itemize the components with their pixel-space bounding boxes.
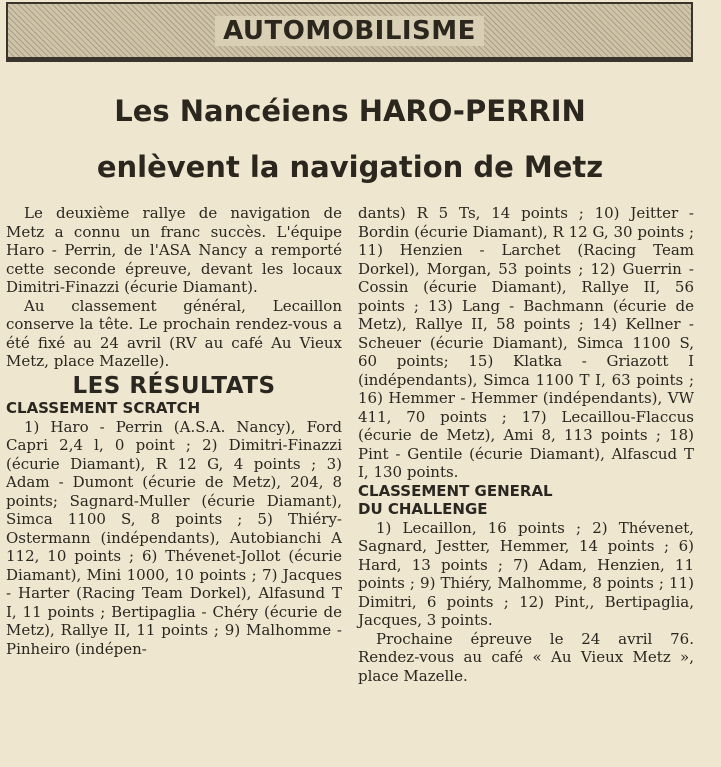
scratch-results-right: dants) R 5 Ts, 14 points ; 10) Jeitter - Bordin (écurie Diamant), R 12 G, 30 points ; 11) Henzien - Larchet (Racing Team Dorkel), Morgan, 53 points ; 12) Guerrin - Cossin (écurie Diamant), Rallye II, 56 points ; 13) Lang - Bachmann (écurie de Metz), Rallye II, 58 points ; 14) Kellner - Scheuer (écurie Diamant), Simca 1100 S, 60 points; 15) Klatka - Griazott I (indépendants), Simca 1100 T I, 63 points ; 16) Hemmer - Hemmer (indépendants), VW 411, 70 points ; 17) Lecaillou-Flaccus (écurie de Metz), Ami 8, 113 points ; 18) Pint - Gentile (écurie Diamant), Alfascud T I, 130 points. — [358, 204, 694, 481]
scratch-heading: CLASSEMENT SCRATCH — [6, 399, 201, 417]
challenge-heading-line-1: CLASSEMENT GENERAL — [358, 481, 553, 500]
scratch-results-left: 1) Haro - Perrin (A.S.A. Nancy), Ford Capri 2,4 l, 0 point ; 2) Dimitri-Finazzi (écurie Diamant), R 12 G, 4 points ; 3) Adam - Dumont (écurie de Metz), 204, 8 points; Sagnard-Muller (écurie Diamant), Simca 1100 S, 8 points ; 5) Thiéry-Ostermann (indépendants), Autobianchi A 112, 10 points ; 6) Thévenet-Jollot (écurie Diamant), Mini 1000, 10 points ; 7) Jacques - Harter (Racing Team Dorkel), Alfasund T I, 11 points ; Bertipaglia - Chéry (écurie de Metz), Rallye II, 11 points ; 9) Malhomme - Pinheiro (indépen- — [6, 417, 342, 658]
intro-paragraph-1: Le deuxième rallye de navigation de Metz a connu un franc succès. L'équipe Haro - Perrin, de l'ASA Nancy a remporté cette seconde épreuve, devant les locaux Dimitri-Finazzi (écurie Diamant). — [6, 204, 342, 296]
article-column-right — [358, 204, 694, 685]
closing-paragraph: Prochaine épreuve le 24 avril 76. Rendez-vous au café « Au Vieux Metz », place Mazelle. — [358, 629, 694, 685]
headline-line-1: Les Nancéiens HARO-PERRIN — [114, 94, 586, 128]
section-banner — [6, 2, 693, 62]
results-heading: LES RÉSULTATS — [72, 372, 276, 399]
intro-paragraph-2: Au classement général, Lecaillon conserve la tête. Le prochain rendez-vous a été fixé au 24 avril (RV au café Au Vieux Metz, place Mazelle). — [6, 296, 342, 370]
headline-line-2: enlèvent la navigation de Metz — [96, 150, 604, 184]
challenge-heading-line-2: DU CHALLENGE — [358, 500, 488, 518]
article-column-left — [6, 204, 342, 658]
section-title: AUTOMOBILISME — [215, 16, 484, 46]
challenge-results: 1) Lecaillon, 16 points ; 2) Thévenet, Sagnard, Jestter, Hemmer, 14 points ; 6) Hard, 13 points ; 7) Adam, Henzien, 11 points ; 9) Thiéry, Malhomme, 8 points ; 11) Dimitri, 6 points ; 12) Pint,, Bertipaglia, Jacques, 3 points. — [358, 518, 694, 629]
